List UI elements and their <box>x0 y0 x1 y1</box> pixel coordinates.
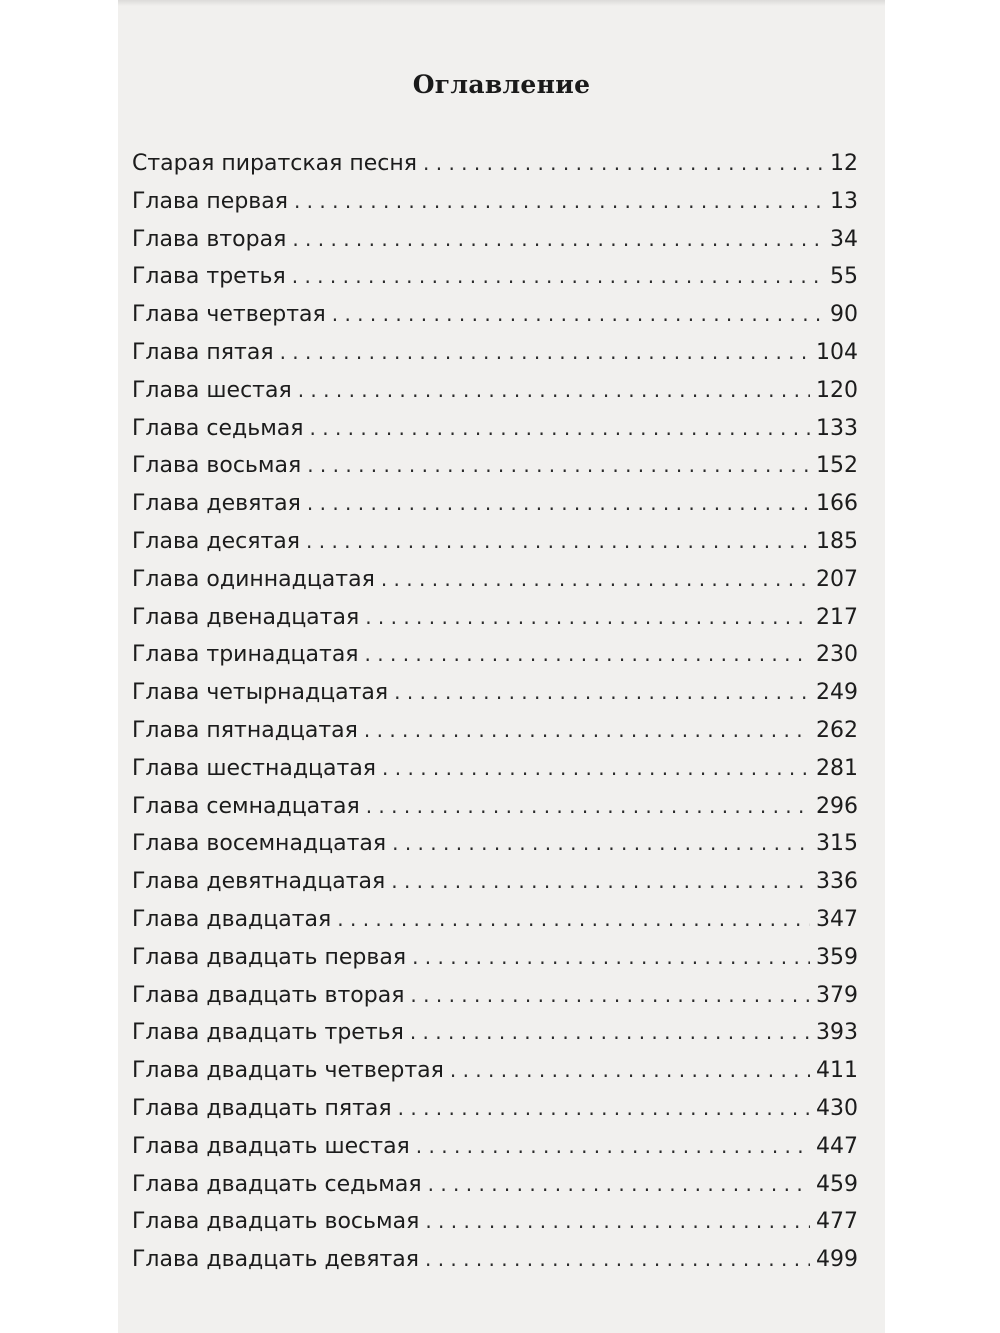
toc-entry-label: Глава двадцать седьмая <box>132 1171 422 1197</box>
toc-entry <box>132 1134 858 1172</box>
toc-entry <box>132 1247 858 1285</box>
toc-entry <box>132 831 858 869</box>
toc-entry-page-number: 13 <box>830 188 858 214</box>
toc-entry-page-number: 217 <box>816 604 858 630</box>
toc-dot-leader <box>423 151 824 175</box>
toc-entry-label: Глава двадцать пятая <box>132 1095 392 1121</box>
toc-dot-leader <box>391 869 810 893</box>
toc-dot-leader <box>425 1247 810 1271</box>
toc-entry-page-number: 477 <box>816 1209 858 1235</box>
toc-entry-label: Старая пиратская песня <box>132 151 418 176</box>
toc-entry-label: Глава десятая <box>132 528 301 554</box>
toc-dot-leader <box>292 227 824 251</box>
toc-entry-label: Глава двадцать шестая <box>132 1133 410 1159</box>
toc-entry-page-number: 185 <box>816 528 858 554</box>
toc-entry-page-number: 359 <box>816 944 858 970</box>
toc-dot-leader <box>398 1096 810 1120</box>
toc-entry-label: Глава девятая <box>132 491 301 517</box>
toc-dot-leader <box>410 983 810 1007</box>
toc-entry-label: Глава двадцать восьмая <box>132 1209 420 1235</box>
toc-dot-leader <box>332 302 824 326</box>
toc-entry-label: Глава третья <box>132 264 286 290</box>
toc-entry-label: Глава семнадцатая <box>132 793 360 819</box>
toc-entry-page-number: 411 <box>816 1058 858 1084</box>
toc-entry-page-number: 120 <box>816 377 858 403</box>
toc-entry-page-number: 262 <box>816 717 858 743</box>
toc-entry-label: Глава пятнадцатая <box>132 717 358 743</box>
toc-entry <box>132 756 858 794</box>
toc-entry-label: Глава тринадцатая <box>132 642 359 668</box>
toc-entry <box>132 907 858 945</box>
toc-list <box>132 151 858 1285</box>
toc-entry <box>132 529 858 567</box>
toc-entry <box>132 416 858 454</box>
toc-dot-leader <box>307 453 810 477</box>
toc-entry-label: Глава восьмая <box>132 453 302 479</box>
toc-entry-page-number: 55 <box>830 264 858 290</box>
toc-dot-leader <box>382 756 810 780</box>
toc-entry-page-number: 230 <box>816 642 858 668</box>
toc-entry-page-number: 296 <box>816 793 858 819</box>
toc-entry-label: Глава пятая <box>132 339 274 365</box>
toc-dot-leader <box>307 491 810 515</box>
toc-dot-leader <box>416 1134 810 1158</box>
toc-entry <box>132 983 858 1021</box>
toc-entry <box>132 794 858 832</box>
toc-dot-leader <box>298 378 810 402</box>
toc-entry <box>132 151 858 189</box>
toc-entry <box>132 1020 858 1058</box>
toc-entry <box>132 869 858 907</box>
toc-entry-label: Глава одиннадцатая <box>132 566 375 592</box>
toc-entry-page-number: 90 <box>830 302 858 328</box>
toc-entry-label: Глава первая <box>132 188 288 214</box>
toc-dot-leader <box>365 605 810 629</box>
toc-entry <box>132 302 858 340</box>
toc-entry-label: Глава двадцать третья <box>132 1020 404 1046</box>
toc-entry-page-number: 459 <box>816 1171 858 1197</box>
toc-entry-label: Глава седьмая <box>132 415 304 441</box>
toc-dot-leader <box>366 794 810 818</box>
toc-dot-leader <box>410 1020 810 1044</box>
toc-dot-leader <box>294 189 824 213</box>
toc-entry-label: Глава двадцать первая <box>132 944 407 970</box>
toc-entry <box>132 340 858 378</box>
toc-dot-leader <box>310 416 810 440</box>
page-edge-shadow <box>118 0 885 6</box>
toc-entry <box>132 378 858 416</box>
toc-entry-label: Глава четвертая <box>132 302 326 328</box>
toc-entry <box>132 680 858 718</box>
toc-entry-page-number: 12 <box>830 151 858 176</box>
toc-entry-page-number: 430 <box>816 1095 858 1121</box>
toc-dot-leader <box>381 567 810 591</box>
toc-entry <box>132 567 858 605</box>
toc-entry-label: Глава шестнадцатая <box>132 755 377 781</box>
toc-entry <box>132 264 858 302</box>
toc-entry-page-number: 393 <box>816 1020 858 1046</box>
toc-dot-leader <box>392 831 810 855</box>
toc-dot-leader <box>280 340 810 364</box>
toc-entry-page-number: 447 <box>816 1133 858 1159</box>
toc-entry-label: Глава девятнадцатая <box>132 869 386 895</box>
toc-entry-page-number: 133 <box>816 415 858 441</box>
toc-entry-label: Глава двенадцатая <box>132 604 360 630</box>
toc-entry <box>132 1209 858 1247</box>
toc-dot-leader <box>364 718 810 742</box>
toc-entry <box>132 945 858 983</box>
toc-entry-page-number: 166 <box>816 491 858 517</box>
toc-entry-label: Глава восемнадцатая <box>132 831 387 857</box>
toc-entry-page-number: 315 <box>816 831 858 857</box>
toc-dot-leader <box>292 264 824 288</box>
toc-entry-page-number: 336 <box>816 869 858 895</box>
toc-entry-page-number: 207 <box>816 566 858 592</box>
toc-entry <box>132 1058 858 1096</box>
toc-dot-leader <box>412 945 810 969</box>
toc-entry-page-number: 34 <box>830 226 858 252</box>
toc-entry <box>132 1096 858 1134</box>
toc-entry <box>132 642 858 680</box>
toc-dot-leader <box>337 907 810 931</box>
toc-entry-label: Глава вторая <box>132 226 287 252</box>
toc-entry-page-number: 104 <box>816 339 858 365</box>
toc-dot-leader <box>365 642 810 666</box>
toc-entry-page-number: 152 <box>816 453 858 479</box>
toc-entry <box>132 453 858 491</box>
toc-entry-label: Глава двадцать девятая <box>132 1247 419 1273</box>
toc-title: Оглавление <box>412 70 591 99</box>
toc-entry <box>132 718 858 756</box>
toc-dot-leader <box>306 529 810 553</box>
toc-dot-leader <box>425 1209 810 1233</box>
toc-entry-label: Глава четырнадцатая <box>132 680 389 706</box>
book-page <box>118 0 885 1333</box>
toc-dot-leader <box>428 1172 810 1196</box>
toc-entry-label: Глава двадцатая <box>132 906 332 932</box>
toc-entry-label: Глава двадцать вторая <box>132 982 405 1008</box>
toc-dot-leader <box>394 680 810 704</box>
toc-entry <box>132 491 858 529</box>
toc-entry-page-number: 281 <box>816 755 858 781</box>
toc-entry <box>132 605 858 643</box>
toc-entry-page-number: 379 <box>816 982 858 1008</box>
toc-entry-label: Глава двадцать четвертая <box>132 1058 444 1084</box>
toc-entry-label: Глава шестая <box>132 377 292 403</box>
toc-entry-page-number: 249 <box>816 680 858 706</box>
toc-entry-page-number: 499 <box>816 1247 858 1273</box>
toc-dot-leader <box>450 1058 810 1082</box>
toc-entry-page-number: 347 <box>816 906 858 932</box>
toc-entry <box>132 1172 858 1210</box>
toc-entry <box>132 227 858 265</box>
toc-entry <box>132 189 858 227</box>
